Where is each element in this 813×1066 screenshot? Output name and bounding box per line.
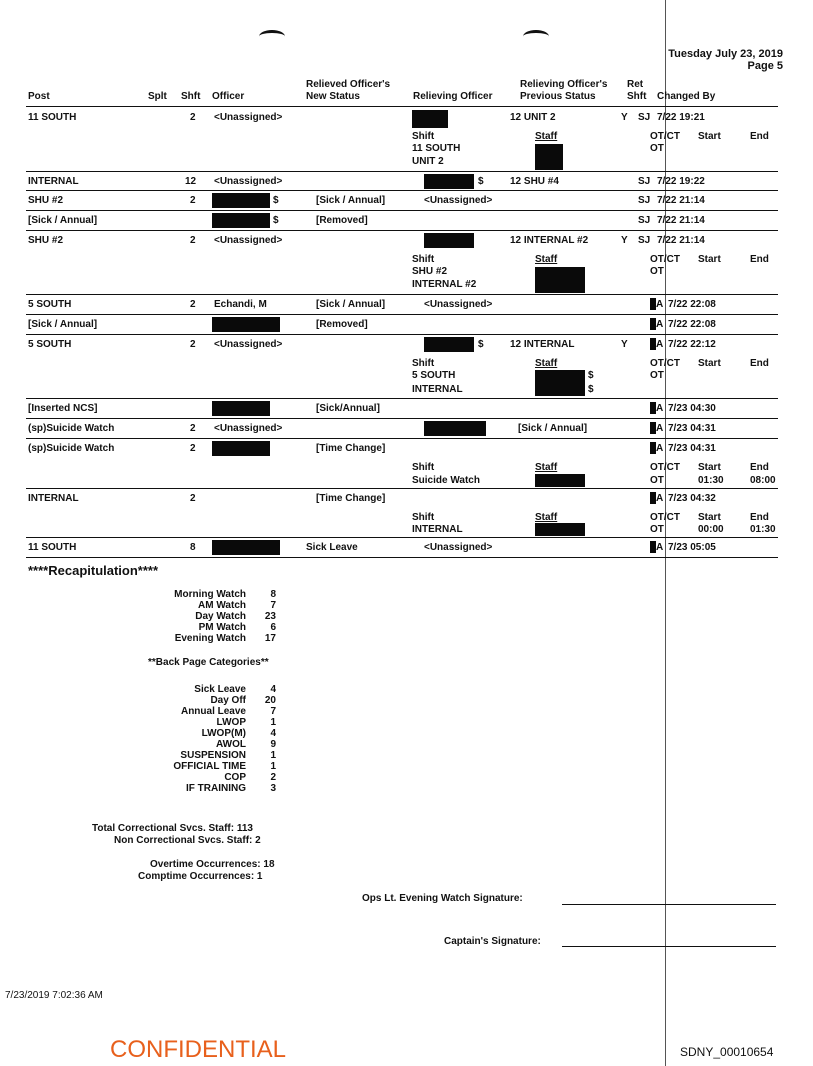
row-by: SJ [638,195,651,206]
back-page-title: **Back Page Categories** [148,657,269,668]
sub-end-time: 08:00 [750,475,776,486]
sub-line: 11 SOUTH [412,143,461,154]
col-post: Post [28,91,50,102]
row-ret: Y [621,112,628,123]
divider [26,171,778,172]
print-timestamp: 7/23/2019 7:02:36 AM [5,990,103,1001]
ops-signature-label: Ops Lt. Evening Watch Signature: [362,893,523,904]
row-shft: 2 [190,299,196,310]
redaction [212,401,270,416]
page-number: Page 5 [747,60,783,72]
col-relieved-2: New Status [306,91,360,102]
sub-dollar: $ [588,384,594,395]
watch-value: 8 [270,589,276,600]
category-value: 1 [270,717,276,728]
sub-start: Start [698,462,721,473]
row-officer: <Unassigned> [214,339,283,350]
row-post: (sp)Suicide Watch [28,443,115,454]
row-post: [Sick / Annual] [28,319,98,330]
watch-label: Morning Watch [174,589,246,600]
redaction [424,421,486,436]
category-label: IF TRAINING [186,783,246,794]
row-changed: 7/23 04:30 [668,403,716,414]
sub-otct: OT/CT [650,254,680,265]
sub-shift: Shift [412,131,435,142]
sub-otct: OT/CT [650,462,680,473]
row-new-status: Sick Leave [306,542,358,553]
row-prev-status: 12 INTERNAL [510,339,575,350]
recap-title: ****Recapitulation**** [28,563,159,578]
sub-end-time: 01:30 [750,524,776,535]
sub-ot: OT [650,475,664,486]
divider [26,210,778,211]
row-by: A [656,403,664,414]
row-by: A [656,423,664,434]
sub-staff: Staff [535,512,558,523]
row-officer: Echandi, M [214,299,267,310]
row-shft: 2 [190,195,196,206]
redaction [424,174,474,189]
sub-start: Start [698,254,721,265]
captain-signature-line[interactable] [562,946,776,947]
sub-start-time: 00:00 [698,524,724,535]
category-label: COP [224,772,246,783]
watch-value: 7 [270,600,276,611]
row-changed: 7/22 22:08 [668,319,716,330]
sub-ot: OT [650,143,664,154]
row-changed: 7/23 04:31 [668,443,716,454]
sub-line: INTERNAL [412,384,463,395]
row-changed: 7/22 21:14 [657,215,705,226]
watch-value: 6 [270,622,276,633]
category-label: SUSPENSION [180,750,246,761]
row-changed: 7/22 22:08 [668,299,716,310]
category-value: 1 [270,750,276,761]
divider [26,294,778,295]
row-post: SHU #2 [28,195,64,206]
sub-shift: Shift [412,358,435,369]
row-officer: <Unassigned> [214,423,283,434]
row-by: A [656,542,664,553]
watch-label: Day Watch [195,611,246,622]
sub-ot: OT [650,524,664,535]
divider [26,438,778,439]
sub-line: Suicide Watch [412,475,480,486]
row-relieving: <Unassigned> [424,299,493,310]
col-prev-2: Previous Status [520,91,596,102]
row-shft: 8 [190,542,196,553]
row-ret: Y [621,235,628,246]
row-changed: 7/23 04:32 [668,493,716,504]
sub-dollar: $ [588,370,594,381]
redaction [212,540,280,555]
sub-end: End [750,462,769,473]
category-label: AWOL [216,739,246,750]
redaction [535,474,585,487]
row-shft: 2 [190,339,196,350]
category-value: 7 [270,706,276,717]
row-shft: 12 [185,176,197,187]
sub-line: 5 SOUTH [412,370,456,381]
redaction [412,110,448,128]
sub-staff: Staff [535,462,558,473]
sub-otct: OT/CT [650,131,680,142]
row-new-status: [Sick/Annual] [316,403,380,414]
row-by: SJ [638,112,651,123]
divider [26,398,778,399]
row-shft: 2 [190,443,196,454]
row-post: [Inserted NCS] [28,403,98,414]
watch-label: AM Watch [198,600,246,611]
col-relieved-1: Relieved Officer's [306,79,391,90]
row-officer: <Unassigned> [214,235,283,246]
sub-start: Start [698,512,721,523]
row-by: A [656,493,664,504]
row-shft: 2 [190,423,196,434]
sub-ot: OT [650,370,664,381]
row-post: 5 SOUTH [28,339,72,350]
punch-mark [523,30,549,43]
category-label: OFFICIAL TIME [173,761,246,772]
col-prev-1: Relieving Officer's [520,79,608,90]
row-post: [Sick / Annual] [28,215,98,226]
row-officer: <Unassigned> [214,176,283,187]
row-by: SJ [638,215,651,226]
row-changed: 7/22 22:12 [668,339,716,350]
row-post: 5 SOUTH [28,299,72,310]
col-shft: Shft [181,91,201,102]
row-shft: 2 [190,493,196,504]
row-relieving: $ [478,176,484,187]
sub-end: End [750,512,769,523]
sub-shift: Shift [412,462,435,473]
redaction [424,337,474,352]
row-post: (sp)Suicide Watch [28,423,115,434]
row-prev-status: [Sick / Annual] [518,423,588,434]
row-changed: 7/23 04:31 [668,423,716,434]
row-by: SJ [638,176,651,187]
row-relieving: $ [478,339,484,350]
divider [26,334,778,335]
row-new-status: [Sick / Annual] [316,195,386,206]
row-changed: 7/22 19:21 [657,112,705,123]
row-post: SHU #2 [28,235,64,246]
row-officer: $ [273,215,279,226]
sub-staff: Staff [535,358,558,369]
divider [26,106,778,107]
redaction [212,213,270,228]
divider [26,488,778,489]
row-officer: <Unassigned> [214,112,283,123]
row-changed: 7/23 05:05 [668,542,716,553]
sub-start: Start [698,358,721,369]
report-date: Tuesday July 23, 2019 [668,48,783,60]
row-new-status: [Time Change] [316,493,386,504]
row-post: 11 SOUTH [28,112,77,123]
sub-shift: Shift [412,512,435,523]
category-value: 20 [264,695,276,706]
col-relieving: Relieving Officer [413,91,493,102]
sub-line: INTERNAL #2 [412,279,477,290]
row-officer: $ [273,195,279,206]
divider [26,418,778,419]
row-new-status: [Sick / Annual] [316,299,386,310]
row-relieving: <Unassigned> [424,542,493,553]
col-ret-1: Ret [627,79,644,90]
row-by: SJ [638,235,651,246]
category-label: LWOP [216,717,246,728]
row-ret: Y [621,339,628,350]
row-new-status: [Removed] [316,215,368,226]
row-prev-status: 12 SHU #4 [510,176,559,187]
confidential-stamp: CONFIDENTIAL [110,1036,287,1063]
redaction [424,233,474,248]
sub-end: End [750,131,769,142]
sub-end: End [750,254,769,265]
row-relieving: <Unassigned> [424,195,493,206]
row-shft: 2 [190,235,196,246]
category-label: Sick Leave [194,684,246,695]
sub-line: SHU #2 [412,266,448,277]
category-value: 3 [270,783,276,794]
watch-label: PM Watch [198,622,246,633]
row-changed: 7/22 19:22 [657,176,705,187]
sub-staff: Staff [535,131,558,142]
col-splt: Splt [148,91,167,102]
category-value: 2 [270,772,276,783]
ops-signature-line[interactable] [562,904,776,905]
redaction [535,267,585,293]
sub-staff: Staff [535,254,558,265]
row-by: A [656,443,664,454]
row-by: A [656,319,664,330]
captain-signature-label: Captain's Signature: [444,936,541,947]
row-by: A [656,339,664,350]
row-shft: 2 [190,112,196,123]
total-correctional: Total Correctional Svcs. Staff: 113 [92,823,253,834]
row-new-status: [Removed] [316,319,368,330]
sub-line: UNIT 2 [412,156,444,167]
category-value: 1 [270,761,276,772]
sub-otct: OT/CT [650,512,680,523]
row-prev-status: 12 INTERNAL #2 [510,235,589,246]
category-label: LWOP(M) [201,728,246,739]
category-label: Day Off [210,695,246,706]
row-changed: 7/22 21:14 [657,235,705,246]
category-value: 4 [270,728,276,739]
report-header [668,48,783,72]
row-prev-status: 12 UNIT 2 [510,112,556,123]
divider [26,314,778,315]
divider [26,557,778,558]
row-post: 11 SOUTH [28,542,77,553]
divider [26,230,778,231]
col-ret-2: Shft [627,91,647,102]
watch-label: Evening Watch [174,633,246,644]
sub-otct: OT/CT [650,358,680,369]
category-value: 4 [270,684,276,695]
sub-ot: OT [650,266,664,277]
redaction [212,193,270,208]
divider [26,190,778,191]
row-by: A [656,299,664,310]
redaction [535,523,585,536]
row-post: INTERNAL [28,493,79,504]
redaction [535,370,585,396]
category-label: Annual Leave [180,706,246,717]
non-correctional: Non Correctional Svcs. Staff: 2 [114,835,261,846]
bates-number: SDNY_00010654 [680,1045,774,1059]
category-value: 9 [270,739,276,750]
divider [26,537,778,538]
col-officer: Officer [212,91,245,102]
redaction [535,144,563,170]
row-new-status: [Time Change] [316,443,386,454]
sub-end: End [750,358,769,369]
sub-shift: Shift [412,254,435,265]
watch-value: 23 [264,611,276,622]
watch-value: 17 [264,633,276,644]
sub-start-time: 01:30 [698,475,724,486]
overtime-occurrences: Overtime Occurrences: 18 [150,859,275,870]
row-changed: 7/22 21:14 [657,195,705,206]
comptime-occurrences: Comptime Occurrences: 1 [138,871,263,882]
redaction [212,441,270,456]
col-changed-by: Changed By [657,91,716,102]
sub-start: Start [698,131,721,142]
row-post: INTERNAL [28,176,79,187]
sub-line: INTERNAL [412,524,463,535]
punch-mark [259,30,285,43]
scan-line [665,0,666,1066]
redaction [212,317,280,332]
